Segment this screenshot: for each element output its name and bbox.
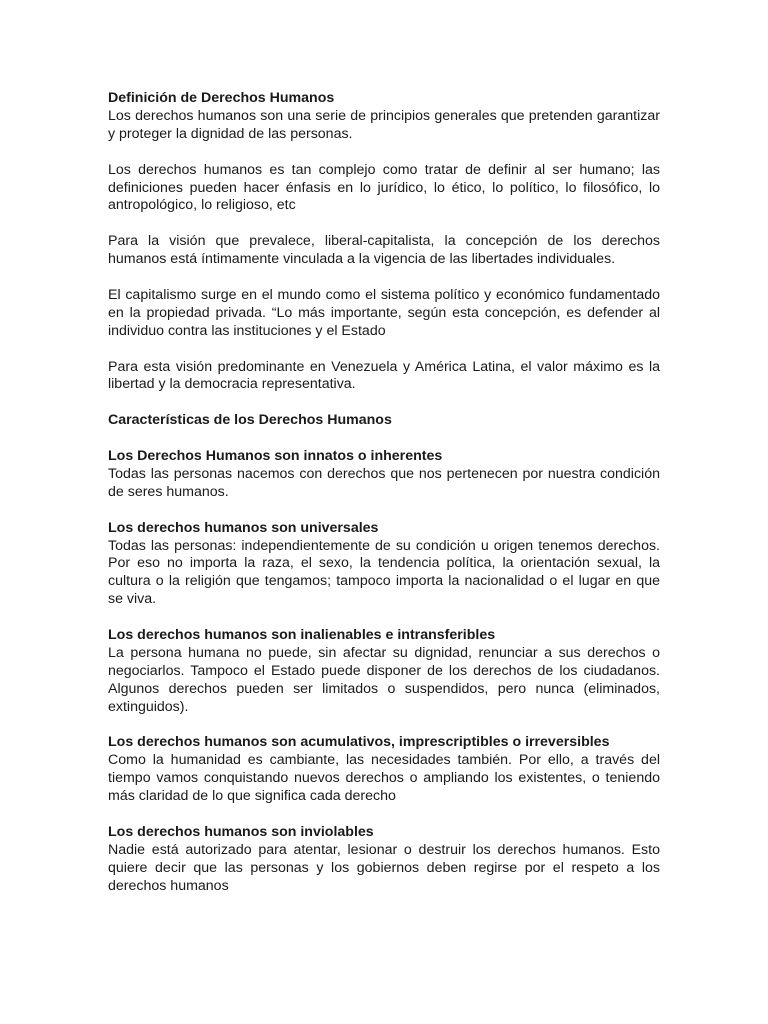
paragraph: Los derechos humanos son una serie de principios generales que pretenden garantizar y proteger la dignidad de las personas.	[108, 107, 660, 142]
section-inalienables	[108, 627, 660, 717]
paragraph-block	[108, 359, 660, 395]
section-caracteristicas	[108, 412, 660, 430]
section-heading: Definición de Derechos Humanos	[108, 90, 335, 106]
section-acumulativos	[108, 734, 660, 806]
paragraph: Nadie está autorizado para atentar, lesionar o destruir los derechos humanos. Esto quiere decir que las personas y los gobiernos deben regirse por el respeto a los derechos humanos	[108, 841, 660, 894]
paragraph-block	[108, 162, 660, 216]
paragraph: Como la humanidad es cambiante, las necesidades también. Por ello, a través del tiempo vamos conquistando nuevos derechos o ampliando los existentes, o teniendo más claridad de lo que significa cada derecho	[108, 752, 660, 805]
section-heading: Los derechos humanos son acumulativos, imprescriptibles o irreversibles	[108, 734, 610, 751]
section-heading: Los derechos humanos son universales	[108, 519, 379, 536]
section-heading: Los Derechos Humanos son innatos o inherentes	[108, 448, 443, 465]
paragraph: La persona humana no puede, sin afectar su dignidad, renunciar a sus derechos o negociarlos. Tampoco el Estado puede disponer de los derechos de los ciudadanos. Algunos derechos pueden ser limitados o suspendidos, pero nunca (eliminados, extinguidos).	[108, 644, 660, 715]
paragraph: Los derechos humanos es tan complejo como tratar de definir al ser humano; las definiciones pueden hacer énfasis en lo jurídico, lo ético, lo político, lo filosófico, lo antropológico, lo religioso, etc	[108, 161, 660, 214]
section-inviolables	[108, 824, 660, 896]
paragraph-block	[108, 287, 660, 341]
section-definicion	[108, 90, 660, 144]
paragraph: Para esta visión predominante en Venezuela y América Latina, el valor máximo es la libertad y la democracia representativa.	[108, 358, 660, 393]
paragraph: Todas las personas nacemos con derechos que nos pertenecen por nuestra condición de seres humanos.	[108, 465, 660, 500]
paragraph: Para la visión que prevalece, liberal-capitalista, la concepción de los derechos humanos está íntimamente vinculada a la vigencia de las libertades individuales.	[108, 233, 660, 268]
section-universales	[108, 520, 660, 610]
section-heading: Los derechos humanos son inalienables e intransferibles	[108, 627, 496, 644]
section-heading: Los derechos humanos son inviolables	[108, 824, 374, 840]
paragraph: El capitalismo surge en el mundo como el sistema político y económico fundamentado en la propiedad privada. “Lo más importante, según esta concepción, es defender al individuo contra las instituciones y el Estado	[108, 286, 660, 339]
section-innatos	[108, 448, 660, 502]
paragraph: Todas las personas: independientemente de su condición u origen tenemos derechos. Por eso no importa la raza, el sexo, la tendencia política, la orientación sexual, la cultura o la religión que tengamos; tampoco importa la nacionalidad o el lugar en que se viva.	[108, 537, 660, 608]
paragraph-block	[108, 233, 660, 269]
document-page	[108, 90, 660, 914]
section-heading: Características de los Derechos Humanos	[108, 412, 392, 429]
